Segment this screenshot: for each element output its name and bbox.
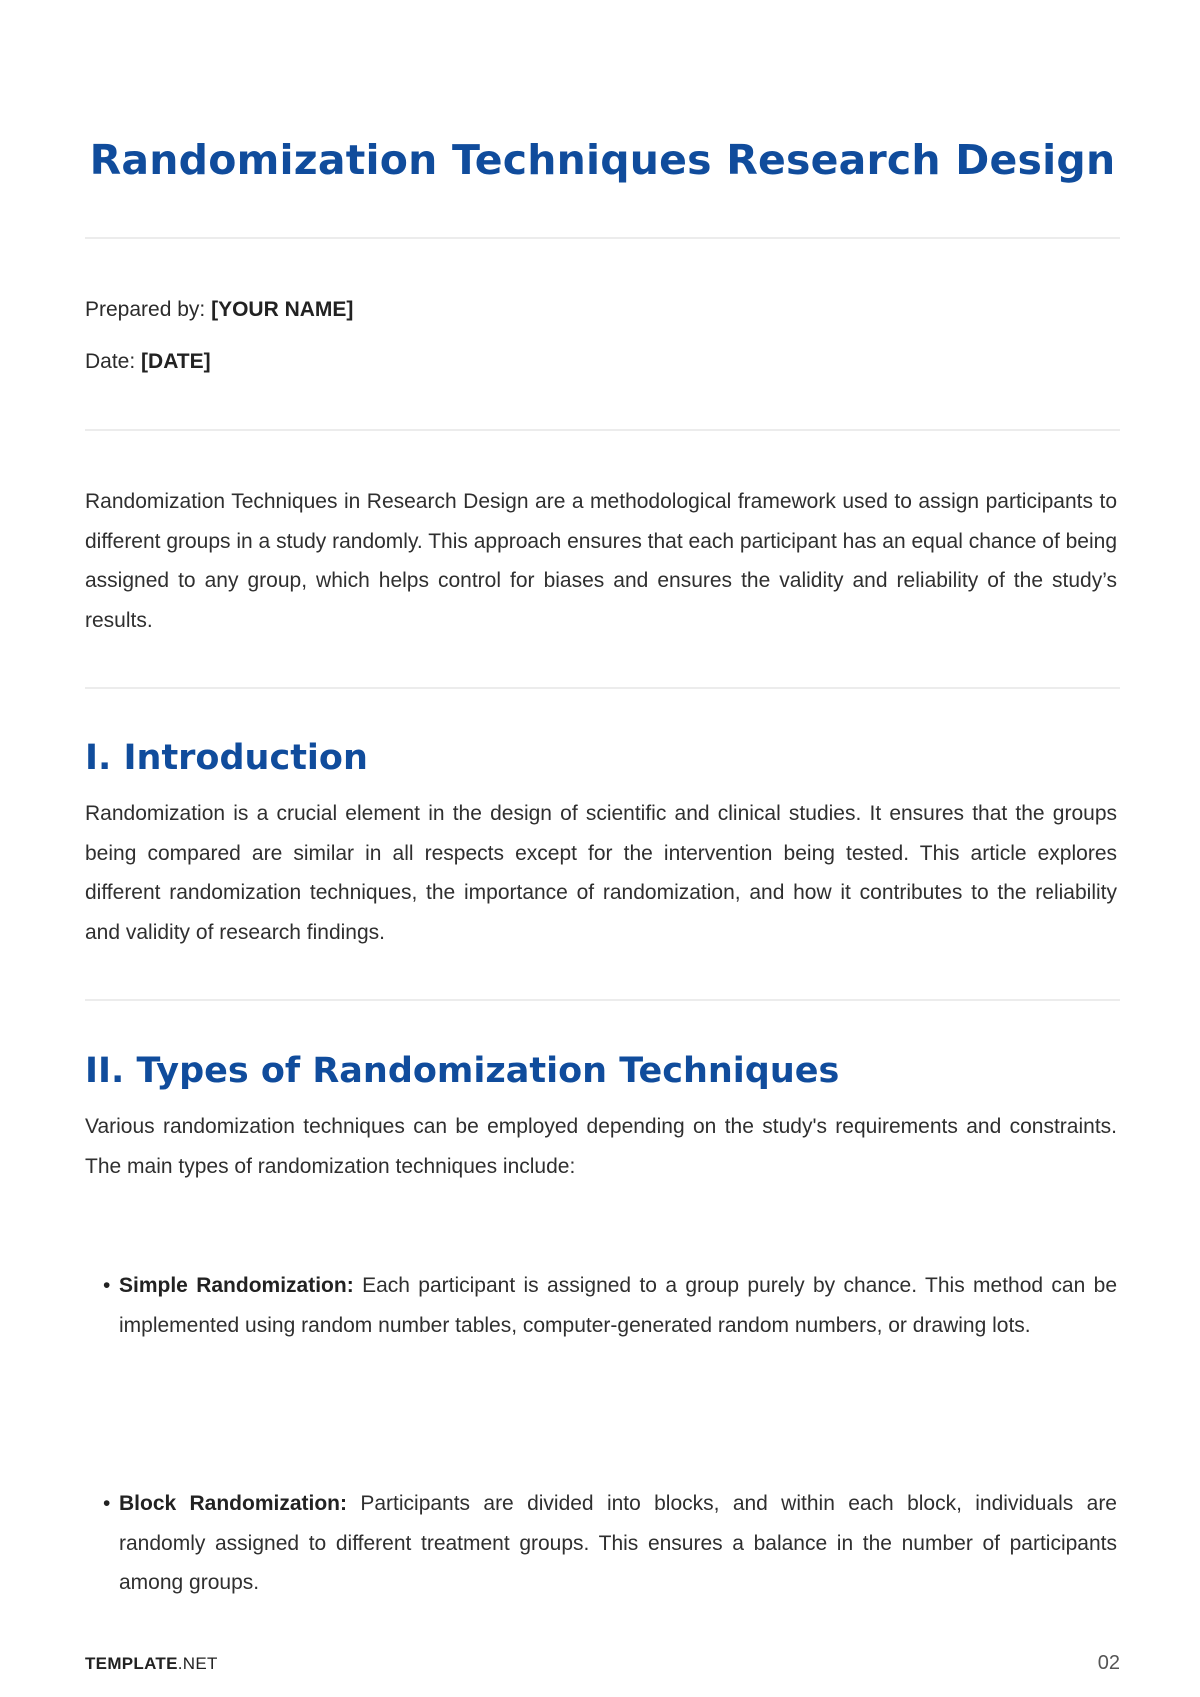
- footer-brand-logo: [85, 1654, 218, 1674]
- prepared-by-label: Prepared by:: [85, 298, 212, 321]
- date-line: [85, 350, 211, 374]
- divider: [85, 237, 1120, 239]
- footer-brand-bold: TEMPLATE: [85, 1654, 178, 1673]
- section-body-introduction: Randomization is a crucial element in the design of scientific and clinical studies. It ensures that the groups being compared are similar in all respects except for the intervention being tested. This article explores different randomization techniques, the importance of randomization, and how it contributes to the reliability and validity of research findings.: [85, 802, 1117, 944]
- list-item: [103, 1266, 1118, 1345]
- prepared-by-value: [YOUR NAME]: [211, 298, 354, 321]
- intro-paragraph: Randomization Techniques in Research Design are a methodological framework used to assign participants to different groups in a study randomly. This approach ensures that each participant has an equal chance of being assigned to any group, which helps control for biases and ensures the validity and reliability of the study’s results.: [85, 490, 1117, 632]
- bullet-icon: •: [103, 1274, 111, 1297]
- divider: [85, 429, 1120, 431]
- divider: [85, 687, 1120, 689]
- footer-brand-suffix: .NET: [177, 1654, 218, 1673]
- list-item: [103, 1484, 1117, 1603]
- list-item-text: Participants are divided into blocks, and within each block, individuals are randomly assigned to different treatment groups. This ensures a balance in the number of participants among groups.: [119, 1492, 1117, 1594]
- list-item-text: Each participant is assigned to a group purely by chance. This method can be implemented using random number tables, computer-generated random numbers, or drawing lots.: [119, 1274, 1118, 1337]
- divider: [85, 999, 1120, 1001]
- section-heading-introduction: I. Introduction: [85, 738, 368, 778]
- page-number: 02: [1097, 1652, 1120, 1674]
- date-value: [DATE]: [141, 350, 211, 373]
- list-item-term: Block Randomization:: [119, 1492, 361, 1515]
- document-title: Randomization Techniques Research Design: [89, 136, 1116, 184]
- section-heading-types: II. Types of Randomization Techniques: [85, 1051, 840, 1091]
- bullet-icon: •: [103, 1492, 111, 1515]
- date-label: Date:: [85, 350, 142, 373]
- section-body-types: Various randomization techniques can be employed depending on the study's requirements and constraints. The main types of randomization techniques include:: [85, 1115, 1117, 1178]
- prepared-by-line: [85, 298, 353, 322]
- list-item-term: Simple Randomization:: [119, 1274, 363, 1297]
